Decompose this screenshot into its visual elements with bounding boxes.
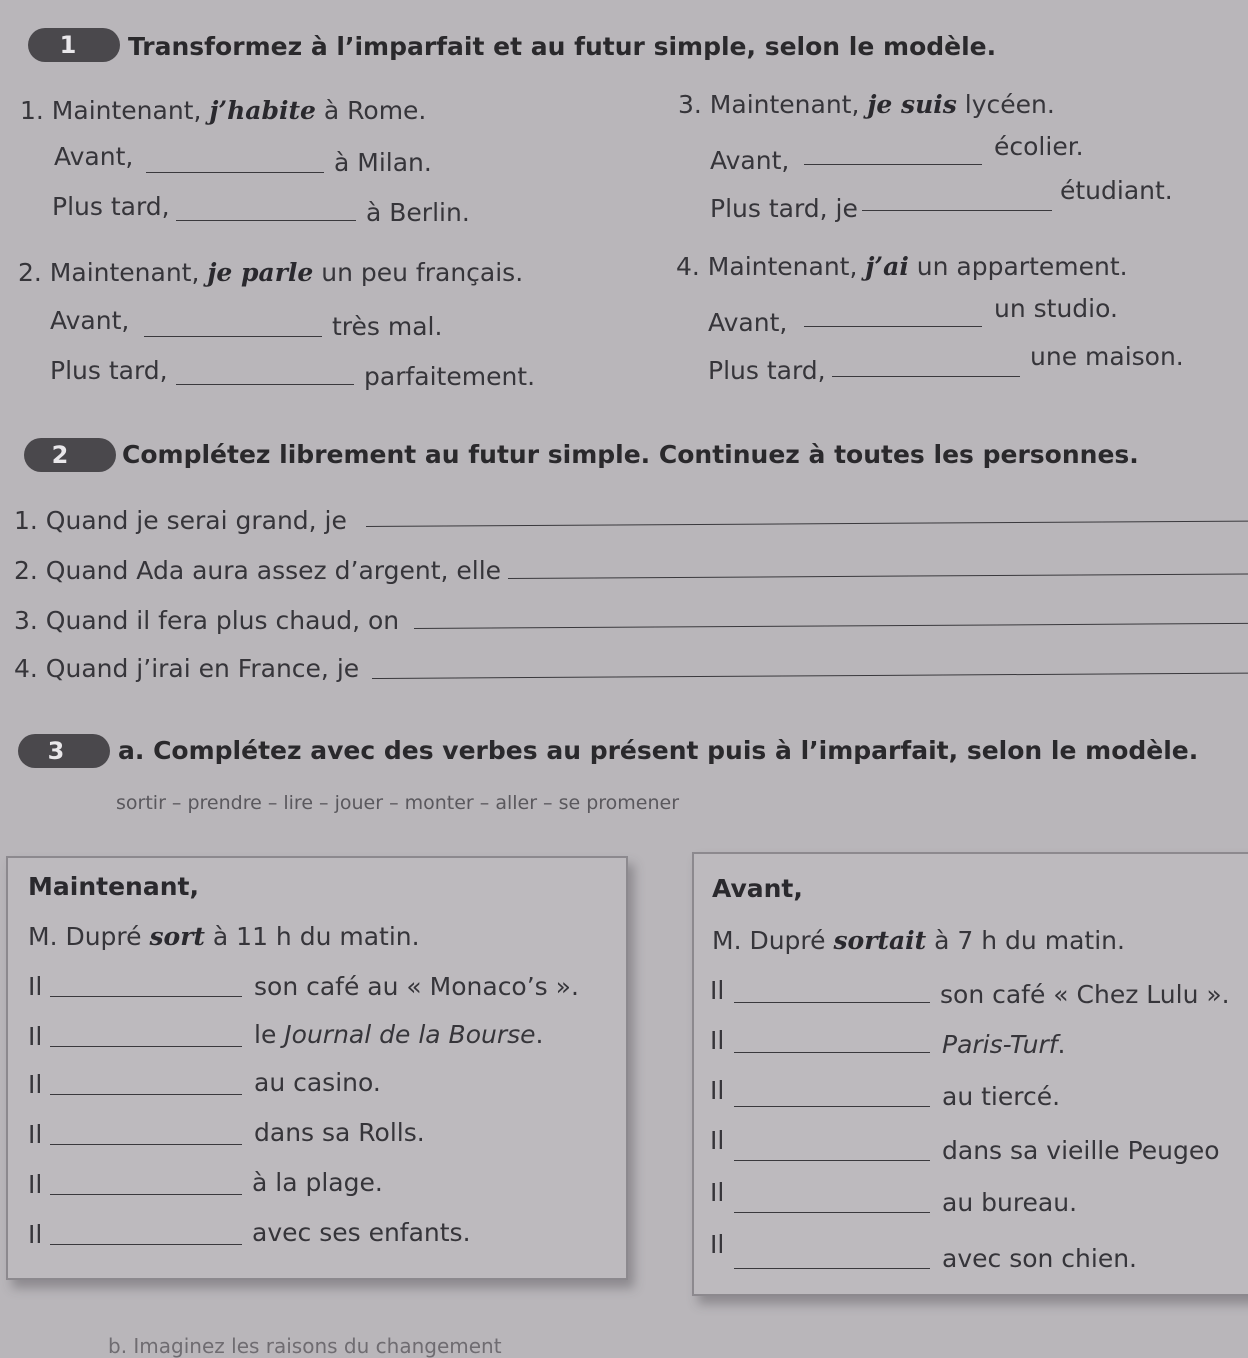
exercise-2-badge [24, 438, 116, 472]
right-line3-subject: Il [710, 1076, 725, 1105]
left-line2-after: . [535, 1020, 544, 1049]
ex1-item3-avant-blank[interactable] [804, 164, 982, 165]
ex1-item2-tard-end: parfaitement. [364, 362, 536, 391]
ex1-item3-tard-blank[interactable] [862, 210, 1052, 211]
right-line6-blank[interactable] [734, 1268, 930, 1269]
ex1-item1-tard-end: à Berlin. [366, 198, 470, 227]
ex1-item1-prefix: 1. Maintenant, [20, 96, 210, 125]
ex1-item2-tard-label: Plus tard, [50, 356, 168, 385]
right-model-prefix: M. Dupré [712, 926, 834, 955]
exercise-2-number: 2 [51, 441, 69, 469]
left-line1-subject: Il [28, 972, 43, 1001]
ex2-item2: 2. Quand Ada aura assez d’argent, elle [14, 556, 502, 585]
ex1-item4-main [676, 252, 1128, 281]
ex1-item2-prefix: 2. Maintenant, [18, 258, 208, 287]
ex1-item4-avant-label: Avant, [708, 308, 788, 337]
ex1-item4-prefix: 4. Maintenant, [676, 252, 866, 281]
ex1-item3-suffix: lycéen. [956, 90, 1055, 119]
left-line3-blank[interactable] [50, 1094, 242, 1095]
ex1-item4-avant-blank[interactable] [804, 326, 982, 327]
left-line5-text: à la plage. [252, 1168, 383, 1197]
left-line2-text [254, 1020, 543, 1049]
ex1-item2-avant-blank[interactable] [144, 336, 322, 337]
right-line5-text: au bureau. [942, 1188, 1078, 1217]
right-line3-text: au tiercé. [942, 1082, 1061, 1111]
ex1-item2-suffix: un peu français. [313, 258, 524, 287]
ex1-item1-avant-blank[interactable] [146, 172, 324, 173]
left-line2-blank[interactable] [50, 1046, 242, 1047]
left-model-verb: sort [149, 922, 205, 951]
exercise-3b-partial: b. Imaginez les raisons du changement [108, 1334, 502, 1358]
left-line3-text: au casino. [254, 1068, 381, 1097]
ex1-item1-avant-label: Avant, [54, 142, 134, 171]
left-line6-blank[interactable] [50, 1244, 242, 1245]
ex1-item4-avant-end: un studio. [994, 294, 1118, 323]
ex1-item1-main [20, 96, 426, 125]
right-line4-text: dans sa vieille Peugeo [942, 1136, 1220, 1165]
right-line2-text [942, 1030, 1065, 1059]
exercise-1-number: 1 [59, 31, 77, 59]
box-maintenant-heading: Maintenant, [28, 872, 199, 901]
ex1-item3-avant-label: Avant, [710, 146, 790, 175]
right-line6-text: avec son chien. [942, 1244, 1138, 1273]
ex1-item2-avant-end: très mal. [332, 312, 443, 341]
box-avant [692, 852, 1248, 1296]
left-line5-blank[interactable] [50, 1194, 242, 1195]
ex2-item4: 4. Quand j’irai en France, je [14, 654, 360, 683]
ex1-item4-suffix: un appartement. [908, 252, 1128, 281]
ex1-item3-tard-label: Plus tard, je [710, 194, 858, 223]
right-line6-subject: Il [710, 1230, 725, 1259]
right-line2-after: . [1057, 1030, 1066, 1059]
left-line1-text: son café au « Monaco’s ». [254, 972, 579, 1001]
ex1-item3-prefix: 3. Maintenant, [678, 90, 868, 119]
ex2-item3-answer-line[interactable] [414, 623, 1248, 629]
left-line6-subject: Il [28, 1220, 43, 1249]
left-line5-subject: Il [28, 1170, 43, 1199]
left-line4-blank[interactable] [50, 1144, 242, 1145]
ex1-item2-verb: je parle [207, 258, 314, 287]
ex1-item4-verb: j’ai [865, 252, 909, 281]
ex2-item4-answer-line[interactable] [372, 673, 1248, 679]
box-avant-heading: Avant, [712, 874, 803, 903]
right-model-suffix: à 7 h du matin. [926, 926, 1125, 955]
ex1-item1-avant-end: à Milan. [334, 148, 432, 177]
right-line1-text: son café « Chez Lulu ». [940, 980, 1230, 1009]
right-line5-blank[interactable] [734, 1212, 930, 1213]
exercise-1-title: Transformez à l’imparfait et au futur simple, selon le modèle. [128, 32, 997, 61]
ex2-item1: 1. Quand je serai grand, je [14, 506, 347, 535]
ex2-item3: 3. Quand il fera plus chaud, on [14, 606, 400, 635]
right-line4-subject: Il [710, 1126, 725, 1155]
ex1-item1-tard-blank[interactable] [176, 220, 356, 221]
right-line5-subject: Il [710, 1178, 725, 1207]
ex2-item1-answer-line[interactable] [366, 521, 1248, 527]
box-avant-model [712, 926, 1125, 955]
ex1-item4-tard-label: Plus tard, [708, 356, 826, 385]
ex1-item2-tard-blank[interactable] [176, 384, 354, 385]
ex1-item4-tard-blank[interactable] [832, 376, 1020, 377]
ex1-item1-suffix: à Rome. [315, 96, 427, 125]
right-line1-blank[interactable] [734, 1002, 930, 1003]
left-line4-subject: Il [28, 1120, 43, 1149]
ex1-item1-tard-label: Plus tard, [52, 192, 170, 221]
exercise-3-wordlist: sortir – prendre – lire – jouer – monter – aller – se promener [116, 792, 680, 814]
right-line3-blank[interactable] [734, 1106, 930, 1107]
left-model-suffix: à 11 h du matin. [204, 922, 420, 951]
ex1-item1-verb: j’habite [209, 96, 316, 125]
exercise-3-number: 3 [47, 737, 65, 765]
exercise-3-title: a. Complétez avec des verbes au présent puis à l’imparfait, selon le modèle. [118, 736, 1199, 765]
ex1-item4-tard-end: une maison. [1030, 342, 1184, 371]
left-line2-italic: Journal de la Bourse [284, 1020, 536, 1049]
left-model-prefix: M. Dupré [28, 922, 150, 951]
left-line2-before: le [254, 1020, 285, 1049]
right-line2-subject: Il [710, 1026, 725, 1055]
ex1-item3-tard-end: étudiant. [1060, 176, 1173, 205]
exercise-2-title: Complétez librement au futur simple. Continuez à toutes les personnes. [122, 440, 1139, 469]
ex1-item3-main [678, 90, 1055, 119]
left-line3-subject: Il [28, 1070, 43, 1099]
left-line4-text: dans sa Rolls. [254, 1118, 425, 1147]
right-line4-blank[interactable] [734, 1160, 930, 1161]
left-line1-blank[interactable] [50, 996, 242, 997]
right-line2-blank[interactable] [734, 1052, 930, 1053]
left-line6-text: avec ses enfants. [252, 1218, 471, 1247]
ex2-item2-answer-line[interactable] [508, 573, 1248, 579]
left-line2-subject: Il [28, 1022, 43, 1051]
box-maintenant-model [28, 922, 420, 951]
right-line1-subject: Il [710, 976, 725, 1005]
ex1-item3-verb: je suis [867, 90, 957, 119]
ex1-item3-avant-end: écolier. [994, 132, 1084, 161]
ex1-item2-avant-label: Avant, [50, 306, 130, 335]
exercise-3-badge [18, 734, 110, 768]
right-model-verb: sortait [833, 926, 927, 955]
exercise-1-badge [28, 28, 120, 62]
ex1-item2-main [18, 258, 523, 287]
right-line2-italic: Paris-Turf [942, 1030, 1058, 1059]
